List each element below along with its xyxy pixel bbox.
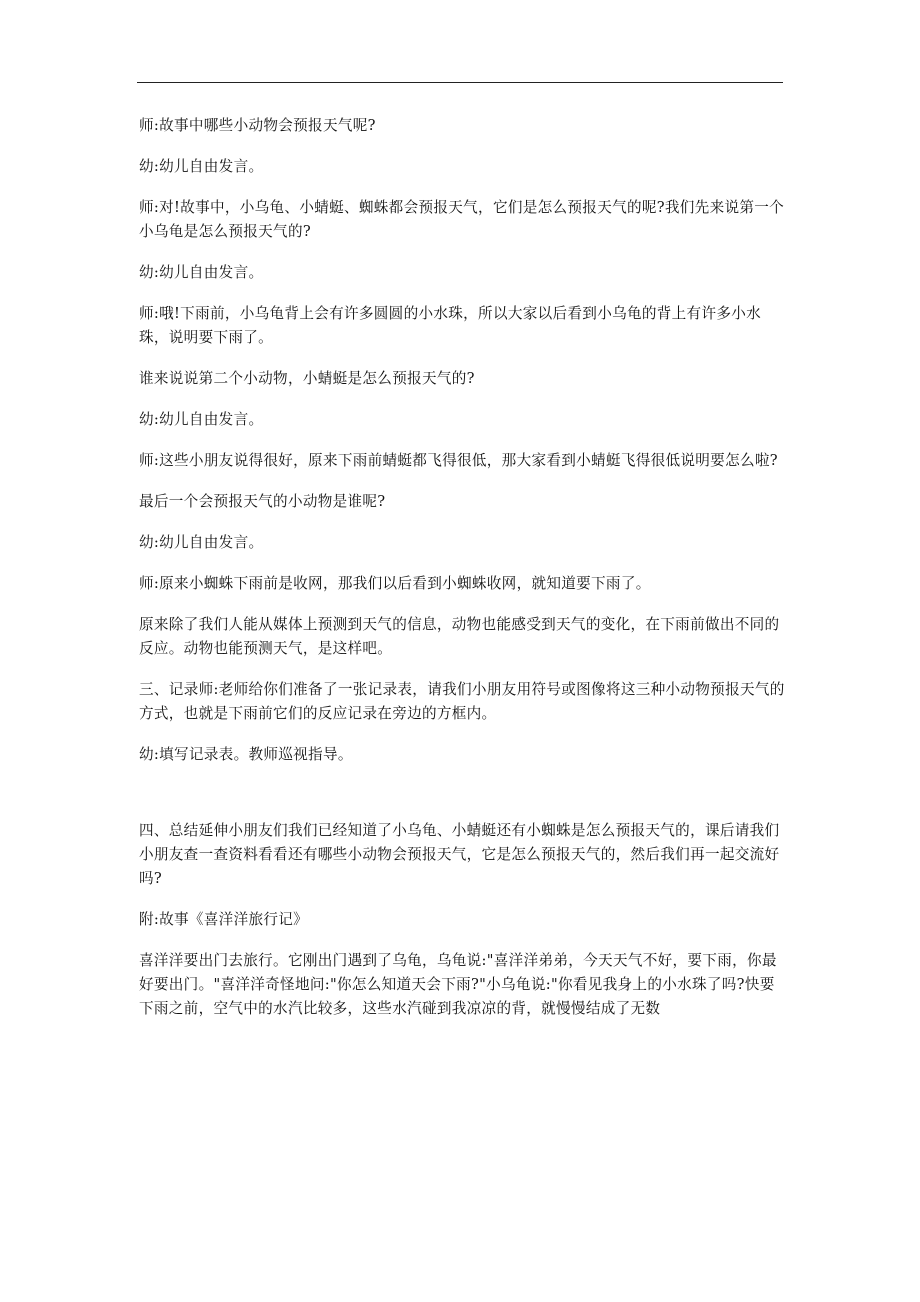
- paragraph-section-record: 三、记录师:老师给你们准备了一张记录表，请我们小朋友用符号或图像将这三种小动物预报天气的方式，也就是下雨前它们的反应记录在旁边的方框内。: [139, 681, 785, 722]
- paragraph-last-animal-question: 最后一个会预报天气的小动物是谁呢?: [139, 493, 386, 510]
- paragraph-teacher-spider-explain: 师:原来小蜘蛛下雨前是收网，那我们以后看到小蜘蛛收网，就知道要下雨了。: [139, 575, 651, 592]
- paragraph-teacher-turtle-explain: 师:哦!下雨前，小乌龟背上会有许多圆圆的小水珠，所以大家以后看到小乌龟的背上有许多小水珠，说明要下雨了。: [139, 305, 762, 346]
- paragraph-child-response: 幼:幼儿自由发言。: [139, 158, 264, 175]
- paragraph-dragonfly-question: 谁来说说第二个小动物，小蜻蜓是怎么预报天气的?: [139, 370, 475, 387]
- paragraph-section-extension: 四、总结延伸小朋友们我们已经知道了小乌龟、小蜻蜓还有小蜘蛛是怎么预报天气的，课后请我们小朋友查一查资料看看还有哪些小动物会预报天气，它是怎么预报天气的，然后我们再一起交流好吗?: [139, 822, 780, 887]
- paragraph-teacher-turtle-intro: 师:对!故事中，小乌龟、小蜻蜓、蜘蛛都会预报天气，它们是怎么预报天气的呢?我们先来说第一个小乌龟是怎么预报天气的?: [139, 199, 785, 240]
- paragraph-appendix-title: 附:故事《喜洋洋旅行记》: [139, 911, 309, 928]
- header-rule: [137, 82, 783, 83]
- paragraph-teacher-question: 师:故事中哪些小动物会预报天气呢?: [139, 117, 376, 134]
- paragraph-teacher-dragonfly-explain: 师:这些小朋友说得很好，原来下雨前蜻蜓都飞得很低，那大家看到小蜻蜓飞得很低说明要怎么啦?: [139, 452, 778, 469]
- paragraph-child-fill-form: 幼:填写记录表。教师巡视指导。: [139, 746, 353, 763]
- paragraph-child-response: 幼:幼儿自由发言。: [139, 264, 264, 281]
- paragraph-story-text: 喜洋洋要出门去旅行。它刚出门遇到了乌龟，乌龟说:"喜洋洋弟弟，今天天气不好，要下雨，你最好要出门。"喜洋洋奇怪地问:"你怎么知道天会下雨?"小乌龟说:"你看见我身上的小水珠了吗?快要下雨之前，空气中的水汽比较多，这些水汽碰到我凉凉的背，就慢慢结成了无数: [139, 952, 777, 1017]
- paragraph-summary: 原来除了我们人能从媒体上预测到天气的信息，动物也能感受到天气的变化，在下雨前做出不同的反应。动物也能预测天气，是这样吧。: [139, 616, 780, 657]
- paragraph-child-response: 幼:幼儿自由发言。: [139, 534, 264, 551]
- paragraph-child-response: 幼:幼儿自由发言。: [139, 411, 264, 428]
- document-body: [139, 114, 787, 1038]
